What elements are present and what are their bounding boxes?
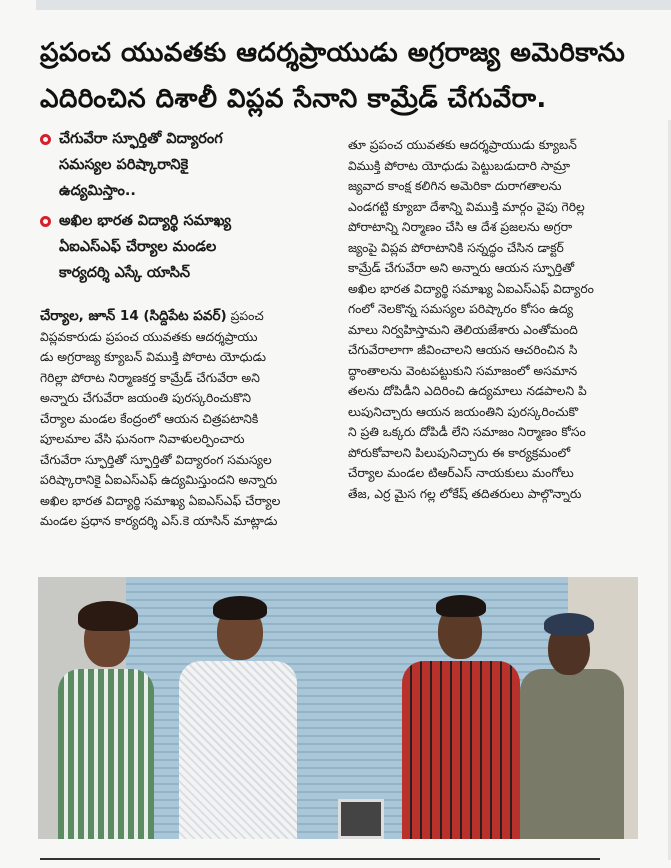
article-line: పరిష్కారానికై ఏఐఎస్ఎఫ్ ఉద్యమిస్తుందని అన్నారు	[40, 473, 278, 487]
highlight-2-line-1: అఖిల భారత విద్యార్థి సమాఖ్య	[59, 213, 232, 229]
article-line: గంలో నెలకొన్న సమస్యల పరిష్కారం కోసం ఉద్య	[348, 302, 574, 316]
article-line: డు అగ్రరాజ్య క్యూబన్ విముక్తి పోరాట యోధుడు	[40, 350, 266, 364]
article-line: జ్యవాద కాంక్ష కలిగిన అమెరికా దురాగతాలను	[348, 179, 562, 193]
portrait-frame	[338, 799, 384, 839]
highlights	[40, 126, 340, 290]
dateline: చేర్యాల, జూన్ 14 (సిద్దిపేట పవర్)	[40, 308, 227, 324]
headline	[40, 30, 660, 122]
article-line: చేగువేరా స్ఫూర్తితో స్ఫూర్తితో విద్యారంగ సమస్యల	[40, 452, 272, 467]
article-line: మాలు నిర్వహిస్తామని తెలియజేశారు ఎంతోమంది	[348, 322, 578, 337]
article-line: తూ ప్రపంచ యువతకు ఆదర్శప్రాయుడు క్యూబన్	[348, 138, 577, 152]
article-line: ద్ధాంతాలను వెంటపట్టుకుని సమాజంలో అసమాన	[348, 363, 578, 378]
cap	[544, 613, 594, 635]
article-line: తేజ, ఎర్ర మైస గల్ల లోకేష్ తదితరులు పాల్గొన్నారు	[348, 486, 582, 501]
highlight-1-line-1: చేగువేరా స్ఫూర్తితో విద్యారంగ	[59, 131, 223, 147]
highlight-1	[40, 126, 340, 204]
article-line: విముక్తి పోరాట యోధుడు పెట్టుబడుదారి సామ్రా	[348, 158, 571, 173]
article-line: పోరాటాన్ని నిర్మాణం చేసి ఆ దేశ ప్రజలను అగ్రరా	[348, 220, 573, 234]
article-line: పూలమాల వేసి ఘనంగా నివాళులర్పించారు	[40, 432, 245, 446]
article-line-1	[40, 306, 340, 327]
highlight-2-line-2: ఏఐఎస్ఎఫ్ చేర్యాల మండల	[59, 239, 217, 255]
article-line: ని ప్రతి ఒక్కరు దోపిడీ లేని సమాజం నిర్మాణం కోసం	[348, 425, 586, 439]
article-line: కామ్రేడ్ చేగువేరా అని అన్నారు ఆయన స్ఫూర్తితో	[348, 261, 575, 275]
top-bar	[36, 0, 671, 10]
article-line: అఖిల భారత విద్యార్థి సమాఖ్య ఏఐఎస్ఎఫ్ విద్యారం	[348, 281, 594, 296]
article-line: ఎండగట్టి క్యూబా దేశాన్ని విముక్తి మార్గం వైపు గెరిల్ల	[348, 199, 585, 214]
article-line: తలను దోపిడీని ఎదిరించి ఉద్యమాలు నడపాలని పి	[348, 384, 587, 398]
article-column-left	[40, 306, 340, 532]
article-line: పోరుకోవాలని పిలుపునిచ్చారు ఈ కార్యక్రమంలో	[348, 445, 571, 460]
highlight-2-line-3: కార్యదర్శి ఎస్కే యాసిన్	[59, 265, 191, 281]
article-line: జ్యంపై విప్లవ పోరాటానికి సన్నద్ధం చేసిన డాక్టర్	[348, 240, 564, 255]
article-line: అఖిల భారత విద్యార్థి సమాఖ్య ఏఐఎస్ఎఫ్ చేర్యాల	[40, 493, 281, 508]
headline-line-1: ప్రపంచ యువతకు ఆదర్శప్రాయుడు అగ్రరాజ్య అమెరికాను	[40, 38, 626, 68]
article-line: చేగువేరాలాగా జీవించాలని ఆయన ఆచరించిన సి	[348, 343, 578, 357]
highlight-1-line-2: సమస్యల పరిష్కారానికై	[59, 157, 189, 173]
headline-line-2: ఎదిరించిన దిశాలీ విప్లవ సేనాని కామ్రేడ్ చేగువేరా.	[40, 84, 547, 114]
article-line: చేర్యాల మండల కేంద్రంలో ఆయన చిత్రపటానికి	[40, 411, 259, 426]
article-line: చేర్యాల మండల టిఆర్ఎస్ నాయకులు మంగోలు	[348, 466, 574, 480]
circle-bullet-icon	[40, 216, 51, 227]
highlight-1-line-3: ఉద్యమిస్తాం..	[59, 183, 136, 199]
article-line: అన్నారు చేగువేరా జయంతి పురస్కరించుకొని	[40, 391, 251, 405]
article-column-right	[348, 135, 643, 504]
person-1	[50, 601, 160, 839]
person-3	[398, 591, 523, 839]
article-first-words: ప్రపంచ	[226, 309, 264, 323]
highlight-2	[40, 208, 340, 286]
person-2	[173, 594, 303, 839]
article-line: విప్లవకారుడు ప్రపంచ యువతకు ఆదర్శప్రాయు	[40, 329, 258, 344]
circle-bullet-icon	[40, 134, 51, 145]
bottom-rule	[40, 858, 600, 860]
person-4	[516, 607, 626, 839]
article-line: మండల ప్రధాన కార్యదర్శి ఎస్.కె యాసిన్ మాట్లాడు	[40, 514, 278, 528]
group-photo	[38, 577, 638, 839]
article-line: లుపునిచ్చారు ఆయన జయంతిని పురస్కరించుకొ	[348, 404, 579, 419]
article-line: గెరిల్లా పోరాట నిర్మాణకర్త కామ్రేడ్ చేగువేరా అని	[40, 370, 260, 385]
